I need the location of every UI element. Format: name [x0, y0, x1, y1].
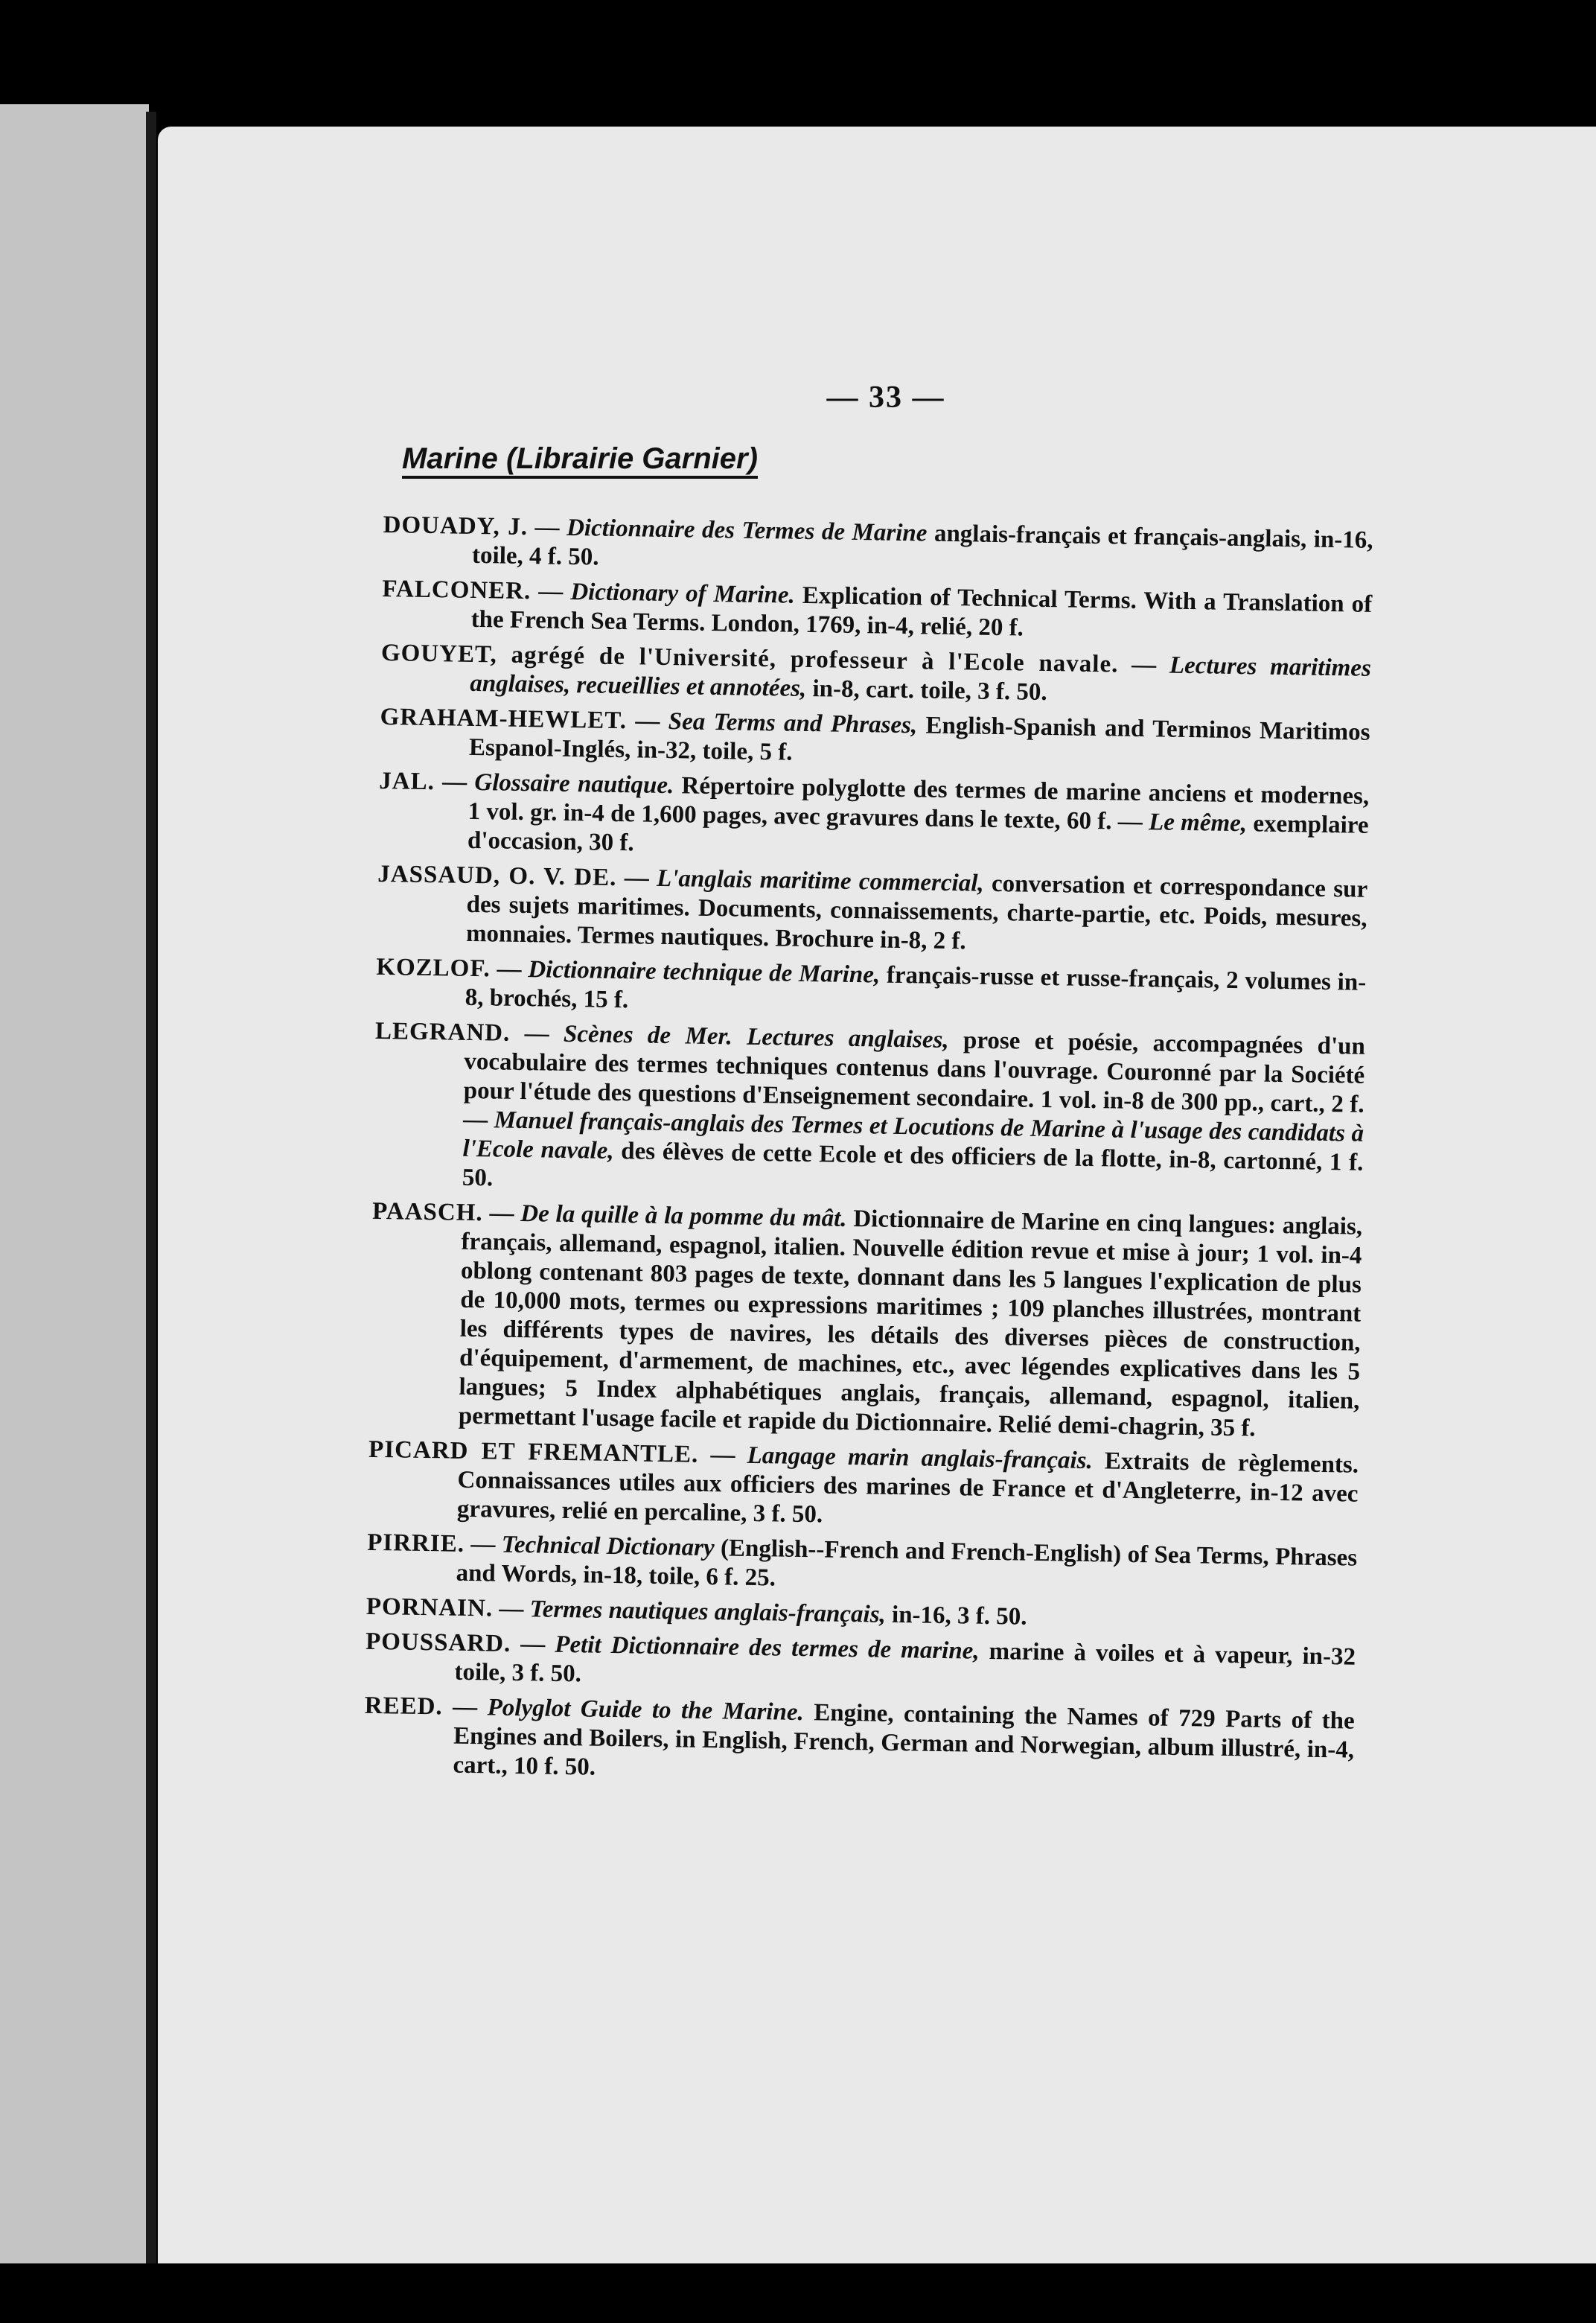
entry-details: français-russe et russe-français, 2 volumes in-8, brochés, 15 f.: [465, 961, 1367, 1014]
section-heading: Marine (Librairie Garnier): [402, 442, 758, 479]
entry-title: Scènes de Mer. Lectures anglaises,: [563, 1020, 949, 1054]
entry-author: PICARD ET FREMANTLE.: [368, 1435, 699, 1468]
entry-title-secondary: Manuel français-anglais des Termes et Locutions de Marine à l'usage des candidats à l'Ecole navale,: [462, 1106, 1364, 1164]
bibliography-entry: LEGRAND. — Scènes de Mer. Lectures anglaises, prose et poésie, accompagnées d'un vocabulaire des termes techniques contenus dans l'ouvrage. Couronné par la Société pour l'étude des questions d'Enseignement secondaire. 1 vol. in-8 de 300 pp., cart., 2 f. — Manuel français-anglais des Termes et Locutions de Marine à l'usage des candidats à l'Ecole navale, des élèves de cette Ecole et des officiers de la flotte, in-8, cartonné, 1 f. 50.: [374, 1017, 1366, 1192]
entry-details: anglais-français et français-anglais, in-16, toile, 4 f. 50.: [471, 520, 1373, 571]
bibliography-entry: PAASCH. — De la quille à la pomme du mât. Dictionnaire de Marine en cinq langues: anglais, français, allemand, espagnol, italien. Nouvelle édition revue et mise à jour; 1 vol. in-4 oblong contenant 803 pages de texte, donnant dans les 5 langues l'explication de plus de 10,000 mots, termes ou expressions maritimes ; 109 planches illustrées, montrant les différents types de navires, les détails des diverses pièces de construction, d'équipement, d'armement, de machines, etc., avec légendes explicatives dans les 5 langues; 5 Index alphabétiques anglais, français, allemand, espagnol, italien, permettant l'usage facile et rapide du Dictionnaire. Relié demi-chagrin, 35 f.: [371, 1197, 1363, 1442]
entry-details: Engine, containing the Names of 729 Parts of the Engines and Boilers, in English, French, German and Norwegian, album illustré, in-4, cart., 10 f. 50.: [453, 1699, 1355, 1781]
page-number: — 33 —: [826, 380, 945, 415]
entry-author: PAASCH.: [371, 1197, 483, 1227]
entry-author: FALCONER.: [382, 575, 532, 605]
entry-author: REED.: [364, 1692, 443, 1721]
bibliography-entry: JAL. — Glossaire nautique. Répertoire polyglotte des termes de marine anciens et modernes, 1 vol. gr. in-4 de 1,600 pages, avec gravures dans le texte, 60 f. — Le même, exemplaire d'occasion, 30 f.: [379, 767, 1370, 857]
entry-author: POUSSARD.: [365, 1628, 511, 1657]
bibliography-list: [363, 511, 1373, 1800]
entry-title: Termes nautiques anglais-français,: [529, 1596, 887, 1628]
entry-title: Dictionnaire des Termes de Marine: [566, 514, 928, 547]
bibliography-entry: FALCONER. — Dictionary of Marine. Explication of Technical Terms. With a Translation of the French Sea Terms. London, 1769, in-4, relié, 20 f.: [382, 575, 1373, 642]
bibliography-entry: KOZLOF. — Dictionnaire technique de Marine, français-russe et russe-français, 2 volumes in-8, brochés, 15 f.: [376, 953, 1367, 1014]
entry-details: conversation et correspondance sur des sujets maritimes. Documents, connaissements, charte-partie, etc. Poids, mesures, monnaies. Termes nautiques. Brochure in-8, 2 f.: [465, 870, 1368, 955]
entry-title-secondary: Le même,: [1148, 809, 1248, 838]
bibliography-entry: DOUADY, J. — Dictionnaire des Termes de Marine anglais-français et français-anglais, in-16, toile, 4 f. 50.: [383, 511, 1373, 571]
entry-author: JAL.: [379, 767, 435, 796]
entry-details: Explication of Technical Terms. With a Translation of the French Sea Terms. London, 1769, in-4, relié, 20 f.: [470, 581, 1373, 642]
entry-author: DOUADY, J.: [383, 511, 529, 541]
entry-title: Sea Terms and Phrases,: [668, 708, 918, 739]
entry-details-secondary: des élèves de cette Ecole et des officiers de la flotte, in-8, cartonné, 1 f. 50.: [462, 1138, 1364, 1192]
bibliography-entry: PICARD ET FREMANTLE. — Langage marin anglais-français. Extraits de règlements. Connaissances utiles aux officiers des marines de France et d'Angleterre, in-12 avec gravures, relié en percaline, 3 f. 50.: [368, 1435, 1359, 1529]
entry-title: Petit Dictionnaire des termes de marine,: [555, 1631, 980, 1665]
entry-details: prose et poésie, accompagnées d'un vocabulaire des termes techniques contenus dans l'ouvrage. Couronné par la Société pour l'étude des questions d'Enseignement secondaire. 1 vol. in-8 de 300 pp., cart., 2 f. —: [462, 1027, 1366, 1134]
entry-details-secondary: exemplaire d'occasion, 30 f.: [467, 810, 1369, 857]
bibliography-entry: GOUYET, agrégé de l'Université, professeur à l'Ecole navale. — Lectures maritimes anglaises, recueillies et annotées, in-8, cart. toile, 3 f. 50.: [380, 639, 1372, 707]
entry-author: KOZLOF.: [376, 953, 491, 983]
bibliography-entry: GRAHAM-HEWLET. — Sea Terms and Phrases, English-Spanish and Terminos Maritimos Espanol-Inglés, in-32, toile, 5 f.: [380, 703, 1370, 766]
binding-rule: [146, 112, 156, 2263]
entry-author: GOUYET, agrégé de l'Université, professeur à l'Ecole navale.: [380, 639, 1119, 678]
entry-title: Langage marin anglais-français.: [747, 1441, 1094, 1475]
entry-title: Lectures maritimes anglaises, recueillies et annotées,: [470, 651, 1372, 702]
entry-details: in-16, 3 f. 50.: [891, 1601, 1027, 1631]
entry-title: De la quille à la pomme du mât.: [520, 1200, 847, 1232]
entry-author: LEGRAND.: [374, 1017, 511, 1047]
entry-author: JASSAUD, O. V. DE.: [377, 860, 617, 891]
entry-author: PIRRIE.: [366, 1529, 465, 1558]
bibliography-entry: REED. — Polyglot Guide to the Marine. Engine, containing the Names of 729 Parts of the Engines and Boilers, in English, French, German and Norwegian, album illustré, in-4, cart., 10 f. 50.: [364, 1692, 1355, 1781]
entry-details: marine à voiles et à vapeur, in-32 toile, 3 f. 50.: [454, 1637, 1356, 1688]
bibliography-entry: POUSSARD. — Petit Dictionnaire des termes de marine, marine à voiles et à vapeur, in-32 toile, 3 f. 50.: [365, 1628, 1356, 1688]
entry-details: Dictionnaire de Marine en cinq langues: anglais, français, allemand, espagnol, italien. Nouvelle édition revue et mise à jour; 1 vol. in-4 oblong contenant 803 pages de texte, donnant dans les 5 langues l'explication de plus de 10,000 mots, termes ou expressions maritimes ; 109 planches illustrées, montrant les différents types de navires, les détails des diverses pièces de construction, d'équipement, d'armement, de machines, etc., avec légendes explicatives dans les 5 langues; 5 Index alphabétiques anglais, français, allemand, espagnol, italien, permettant l'usage facile et rapide du Dictionnaire. Relié demi-chagrin, 35 f.: [458, 1205, 1363, 1442]
entry-author: PORNAIN.: [366, 1593, 494, 1622]
entry-author: GRAHAM-HEWLET.: [380, 703, 628, 735]
adjacent-page-edge: [0, 104, 149, 2263]
entry-title: Dictionnaire technique de Marine,: [528, 956, 881, 989]
entry-title: Dictionary of Marine.: [570, 578, 796, 609]
entry-details: Répertoire polyglotte des termes de marine anciens et modernes, 1 vol. gr. in-4 de 1,600 pages, avec gravures dans le texte, 60 f. —: [467, 772, 1370, 836]
entry-title: Polyglot Guide to the Marine.: [487, 1694, 805, 1727]
entry-title: L'anglais maritime commercial,: [656, 864, 984, 897]
entry-details: (English--French and French-English) of Sea Terms, Phrases and Words, in-18, toile, 6 f. 25.: [456, 1535, 1358, 1592]
bibliography-entry: PORNAIN. — Termes nautiques anglais-français, in-16, 3 f. 50.: [366, 1593, 1027, 1631]
entry-title: Technical Dictionary: [501, 1531, 715, 1562]
entry-details: in-8, cart. toile, 3 f. 50.: [812, 675, 1047, 707]
entry-details: Extraits de règlements. Connaissances utiles aux officiers des marines de France et d'Angleterre, in-12 avec gravures, relié en percaline, 3 f. 50.: [456, 1447, 1359, 1529]
bibliography-entry: JASSAUD, O. V. DE. — L'anglais maritime commercial, conversation et correspondance sur des sujets maritimes. Documents, connaissements, charte-partie, etc. Poids, mesures, monnaies. Termes nautiques. Brochure in-8, 2 f.: [377, 860, 1368, 955]
bibliography-entry: PIRRIE. — Technical Dictionary (English--French and French-English) of Sea Terms, Phrases and Words, in-18, toile, 6 f. 25.: [366, 1529, 1358, 1592]
entry-title: Glossaire nautique.: [474, 768, 674, 800]
entry-details: English-Spanish and Terminos Maritimos Espanol-Inglés, in-32, toile, 5 f.: [468, 712, 1370, 766]
